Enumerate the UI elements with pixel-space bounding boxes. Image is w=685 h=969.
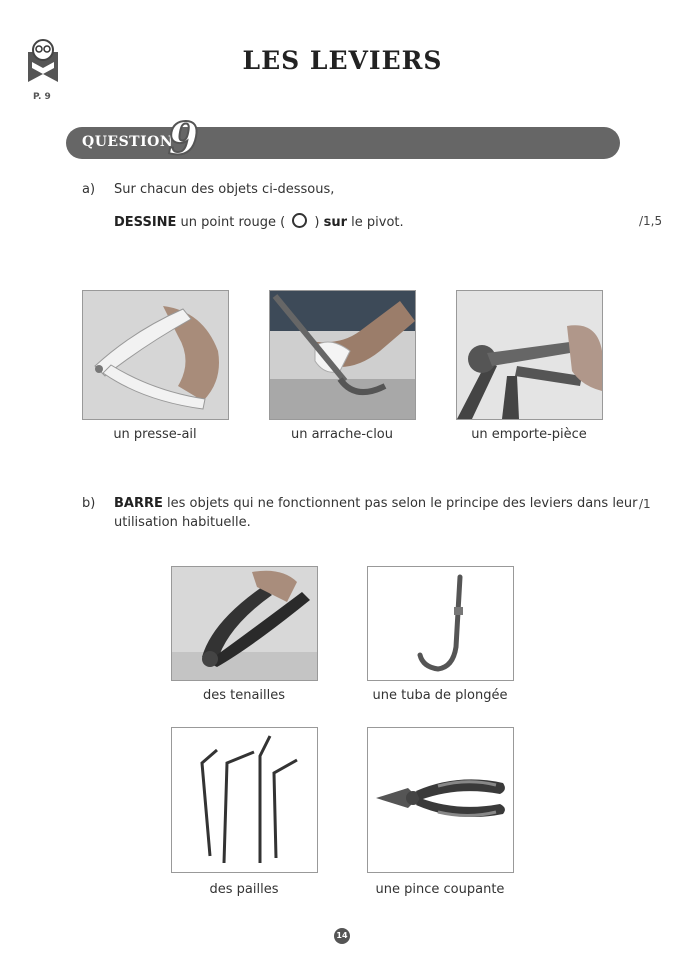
part-b-score: /1 <box>639 497 651 511</box>
caption-hole-punch: un emporte-pièce <box>471 427 587 442</box>
page-number: 14 <box>334 928 350 944</box>
instruction-verb: BARRE <box>114 496 163 511</box>
part-b-instruction-line2: utilisation habituelle. <box>114 515 251 530</box>
question-number: 9 <box>168 114 199 165</box>
part-a-instruction <box>114 213 404 230</box>
instruction-text: ) <box>310 215 324 230</box>
page-title: LES LEVIERS <box>242 46 443 75</box>
page-reference: P. 9 <box>33 92 51 102</box>
straws-photo[interactable] <box>171 727 318 873</box>
part-b-letter: b) <box>82 496 96 511</box>
instruction-emphasis: sur <box>323 215 348 230</box>
caption-snorkel: une tuba de plongée <box>372 688 508 703</box>
garlic-press-photo[interactable] <box>82 290 229 420</box>
snorkel-photo[interactable] <box>367 566 514 681</box>
instruction-verb: DESSINE <box>114 215 177 230</box>
nail-puller-photo[interactable] <box>269 290 416 420</box>
instruction-text: les objets qui ne fonctionnent pas selon le principe des leviers dans leur <box>162 496 638 511</box>
part-b-instruction-line1 <box>114 496 638 511</box>
part-a-score: /1,5 <box>639 214 663 228</box>
instruction-text: le pivot. <box>347 215 404 230</box>
caption-straws: des pailles <box>209 882 279 897</box>
instruction-text: un point rouge ( <box>176 215 290 230</box>
part-a-line1: Sur chacun des objets ci-dessous, <box>114 182 335 197</box>
circle-icon <box>292 213 307 228</box>
caption-cutting-pliers: une pince coupante <box>375 882 505 897</box>
part-a-letter: a) <box>82 182 96 197</box>
caption-nail-puller: un arrache-clou <box>290 427 394 442</box>
caption-pincers: des tenailles <box>202 688 286 703</box>
caption-garlic-press: un presse-ail <box>113 427 197 442</box>
question-label: QUESTION <box>82 134 174 150</box>
hole-punch-photo[interactable] <box>456 290 603 420</box>
cutting-pliers-photo[interactable] <box>367 727 514 873</box>
pincers-photo[interactable] <box>171 566 318 681</box>
